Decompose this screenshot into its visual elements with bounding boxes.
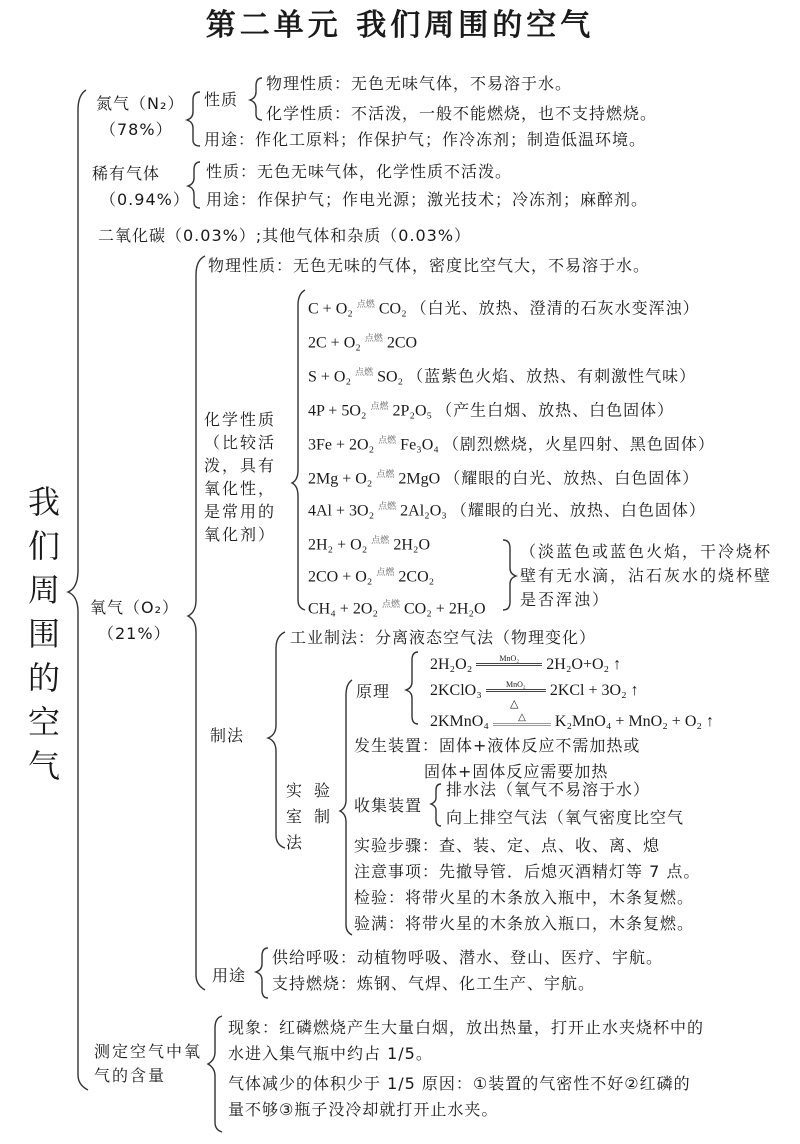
measurement-phenomenon-1: 现象：红磷燃烧产生大量白烟，放出热量，打开止水夹烧杯中的 xyxy=(228,1018,705,1037)
use-combustion: 支持燃烧：炼钢、气焊、化工生产、宇航。 xyxy=(272,974,596,993)
measurement-label: 测定空气中氧气的含量 xyxy=(94,1042,203,1085)
reaction-row: 2CO + O₂ $^{点燃}$ 2CO₂ xyxy=(308,567,435,586)
reaction-row: CH₄ + 2O₂ $^{点燃}$ CO₂ + 2H₂O xyxy=(308,599,486,618)
measurement-phenomenon-2: 水进入集气瓶中约占 1/5。 xyxy=(228,1044,433,1063)
root-label: 我们周围的空气 xyxy=(27,483,60,785)
noble-gas-properties: 性质：无色无味气体，化学性质不活泼。 xyxy=(206,162,513,181)
collection-upward-air: 向上排空气法（氧气密度比空气 xyxy=(446,808,685,827)
other-gases: 二氧化碳（0.03%）;其他气体和杂质（0.03%） xyxy=(98,226,472,245)
oxygen-uses-label: 用途 xyxy=(212,966,247,985)
principle-equation: 2KMnO₄ △ K₂MnO₄ + MnO₂ + O₂ ↑ xyxy=(430,712,714,730)
noble-gas-name: 稀有气体 xyxy=(92,164,161,183)
precautions: 注意事项：先撤导管．后熄灭酒精灯等 7 点。 xyxy=(354,862,701,881)
generator-line-1: 发生装置：固体+液体反应不需加热或 xyxy=(354,736,641,755)
test-method: 检验：将带火星的木条放入瓶中，木条复燃。 xyxy=(354,888,695,907)
collection-water: 排水法（氧气不易溶于水） xyxy=(446,780,651,799)
oxygen-physical: 物理性质：无色无味的气体，密度比空气大，不易溶于水。 xyxy=(208,256,651,275)
preparation-label: 制法 xyxy=(210,726,245,745)
use-breathing: 供给呼吸：动植物呼吸、潜水、登山、医疗、宇航。 xyxy=(272,948,664,967)
measurement-reason-2: 量不够③瓶子没冷却就打开止水夹。 xyxy=(228,1100,499,1119)
principle-equation: 2KClO₃ MnO₂ 2KCl + 3O₂ ↑ xyxy=(430,680,639,699)
nitrogen-uses: 用途：作化工原料；作保护气；作冷冻剂；制造低温环境。 xyxy=(204,130,647,149)
reaction-row: S + O₂ $^{点燃}$ SO₂ （蓝紫色火焰、放热、有刺激性气味） xyxy=(308,366,697,386)
oxygen-percent: （21%） xyxy=(98,624,171,643)
measurement-reason-1: 气体减少的体积少于 1/5 原因：①装置的气密性不好②红磷的 xyxy=(228,1074,691,1093)
reaction-row: 4Al + 3O₂ $^{点燃}$ 2Al₂O₃ （耀眼的白光、放热、白色固体） xyxy=(308,500,706,520)
experiment-steps: 实验步骤：查、装、定、点、收、离、熄 xyxy=(354,836,661,855)
reaction-row: 4P + 5O₂ $^{点燃}$ 2P₂O₅ （产生白烟、放热、白色固体） xyxy=(308,400,675,420)
full-check-method: 验满：将带火星的木条放入瓶口，木条复燃。 xyxy=(354,914,695,933)
oxygen-name: 氧气（O₂） xyxy=(90,598,180,617)
reaction-row: 2H₂ + O₂ $^{点燃}$ 2H₂O xyxy=(308,535,430,554)
flame-note: （淡蓝色或蓝色火焰，干冷烧杯壁有无水滴，沾石灰水的烧杯壁是否浑浊） xyxy=(520,542,773,609)
noble-gas-uses: 用途：作保护气；作电光源；激光技术；冷冻剂；麻醉剂。 xyxy=(206,190,649,209)
principle-equation: 2H₂O₂ MnO₂ 2H₂O+O₂ ↑ xyxy=(430,654,622,673)
noble-gas-percent: （0.94%） xyxy=(100,190,190,209)
heat-symbol: △ xyxy=(510,697,520,710)
industrial-method: 工业制法：分离液态空气法（物理变化） xyxy=(290,628,597,647)
principle-label: 原理 xyxy=(356,682,391,701)
nitrogen-percent: （78%） xyxy=(100,120,173,139)
nitrogen-physical: 物理性质：无色无味气体，不易溶于水。 xyxy=(266,74,573,93)
page-title: 第二单元 我们周围的空气 xyxy=(205,8,595,43)
reaction-row: 3Fe + 2O₂ $^{点燃}$ Fe₃O₄ （剧烈燃烧，火星四射、黑色固体） xyxy=(308,434,715,454)
reaction-row: C + O₂ $^{点燃}$ CO₂ （白光、放热、澄清的石灰水变浑浊） xyxy=(308,298,700,318)
nitrogen-properties-label: 性质 xyxy=(204,90,239,109)
reaction-row: 2C + O₂ $^{点燃}$ 2CO xyxy=(308,333,418,352)
lab-method-label: 实验室制法 xyxy=(286,781,343,852)
nitrogen-name: 氮气（N₂） xyxy=(96,94,185,113)
collection-label: 收集装置 xyxy=(354,796,423,815)
nitrogen-chemical: 化学性质：不活泼，一般不能燃烧，也不支持燃烧。 xyxy=(266,104,658,123)
reaction-row: 2Mg + O₂ $^{点燃}$ 2MgO （耀眼的白光、放热、白色固体） xyxy=(308,468,700,488)
oxygen-chemical-label: 化学性质（比较活泼，具有氧化性，是常用的氧化剂） xyxy=(204,410,277,544)
generator-line-2: 固体+固体反应需要加热 xyxy=(424,762,609,781)
